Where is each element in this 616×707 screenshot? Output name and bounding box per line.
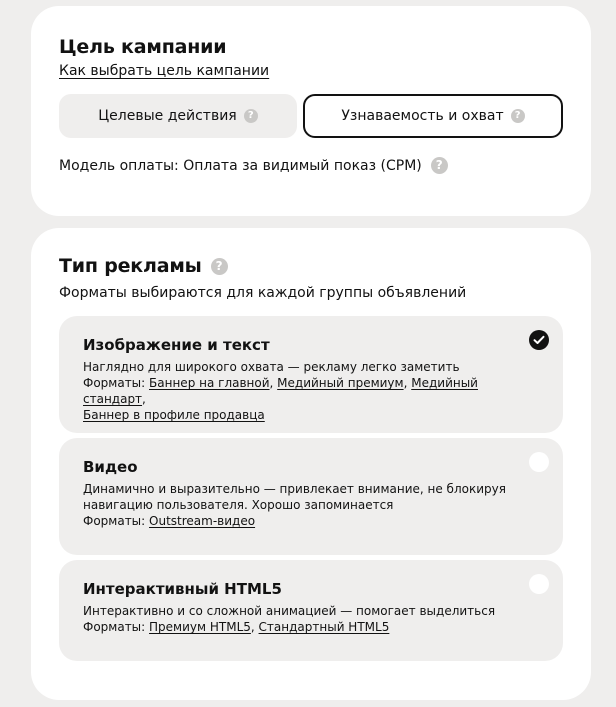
question-icon[interactable]: ? [244,109,258,123]
formats-label: Форматы: [83,376,150,390]
format-link[interactable]: Баннер на главной [149,376,270,390]
option-radio[interactable] [529,574,549,594]
option-description: Динамично и выразительно — привлекает внимание, не блокируя навигацию пользователя. Хорошо запоминается [83,482,506,512]
question-icon[interactable]: ? [431,157,448,174]
formats-label: Форматы: [83,514,150,528]
ad-type-card [31,228,591,700]
option-selected-radio[interactable] [529,330,549,350]
option-radio[interactable] [529,452,549,472]
question-icon[interactable]: ? [511,109,525,123]
campaign-goal-title: Цель кампании [59,36,227,58]
goal-option-awareness-reach[interactable] [303,94,563,138]
how-to-choose-goal-link[interactable]: Как выбрать цель кампании [59,63,270,79]
format-link[interactable]: Премиум HTML5 [149,620,251,634]
option-formats: Форматы: Баннер на главной, Медийный премиум, Медийный стандарт, Баннер в профиле продавца [83,376,478,422]
option-title: Видео [83,458,138,476]
payment-model [59,157,448,174]
option-title: Интерактивный HTML5 [83,580,282,598]
format-link[interactable]: Стандартный HTML5 [258,620,390,634]
option-description: Наглядно для широкого охвата — рекламу легко заметить [83,360,460,374]
campaign-goal-card [31,6,591,216]
check-icon [533,335,545,345]
payment-model-text: Модель оплаты: Оплата за видимый показ (CPM) [59,157,422,174]
goal-option-target-actions[interactable] [59,94,297,138]
question-icon[interactable]: ? [211,258,228,275]
ad-type-option-image-text[interactable] [59,316,563,433]
ad-type-option-video[interactable] [59,438,563,555]
ad-type-subtitle: Форматы выбираются для каждой группы объявлений [59,285,467,301]
option-description: Интерактивно и со сложной анимацией — помогает выделиться [83,604,496,618]
ad-type-title: Тип рекламы [59,255,202,277]
ad-type-header [59,255,228,277]
option-title: Изображение и текст [83,336,270,354]
format-link[interactable]: Баннер в профиле продавца [83,408,265,422]
option-formats: Форматы: Премиум HTML5, Стандартный HTML5 [83,620,390,634]
ad-type-option-html5[interactable] [59,560,563,661]
goal-option-label: Целевые действия [98,108,237,124]
format-link[interactable]: Outstream-видео [149,514,256,528]
option-formats [83,513,511,529]
goal-option-label: Узнаваемость и охват [341,108,504,124]
formats-label: Форматы: [83,620,150,634]
format-link[interactable]: Медийный премиум [277,376,404,390]
format-link[interactable]: Медийный стандарт [83,376,478,406]
